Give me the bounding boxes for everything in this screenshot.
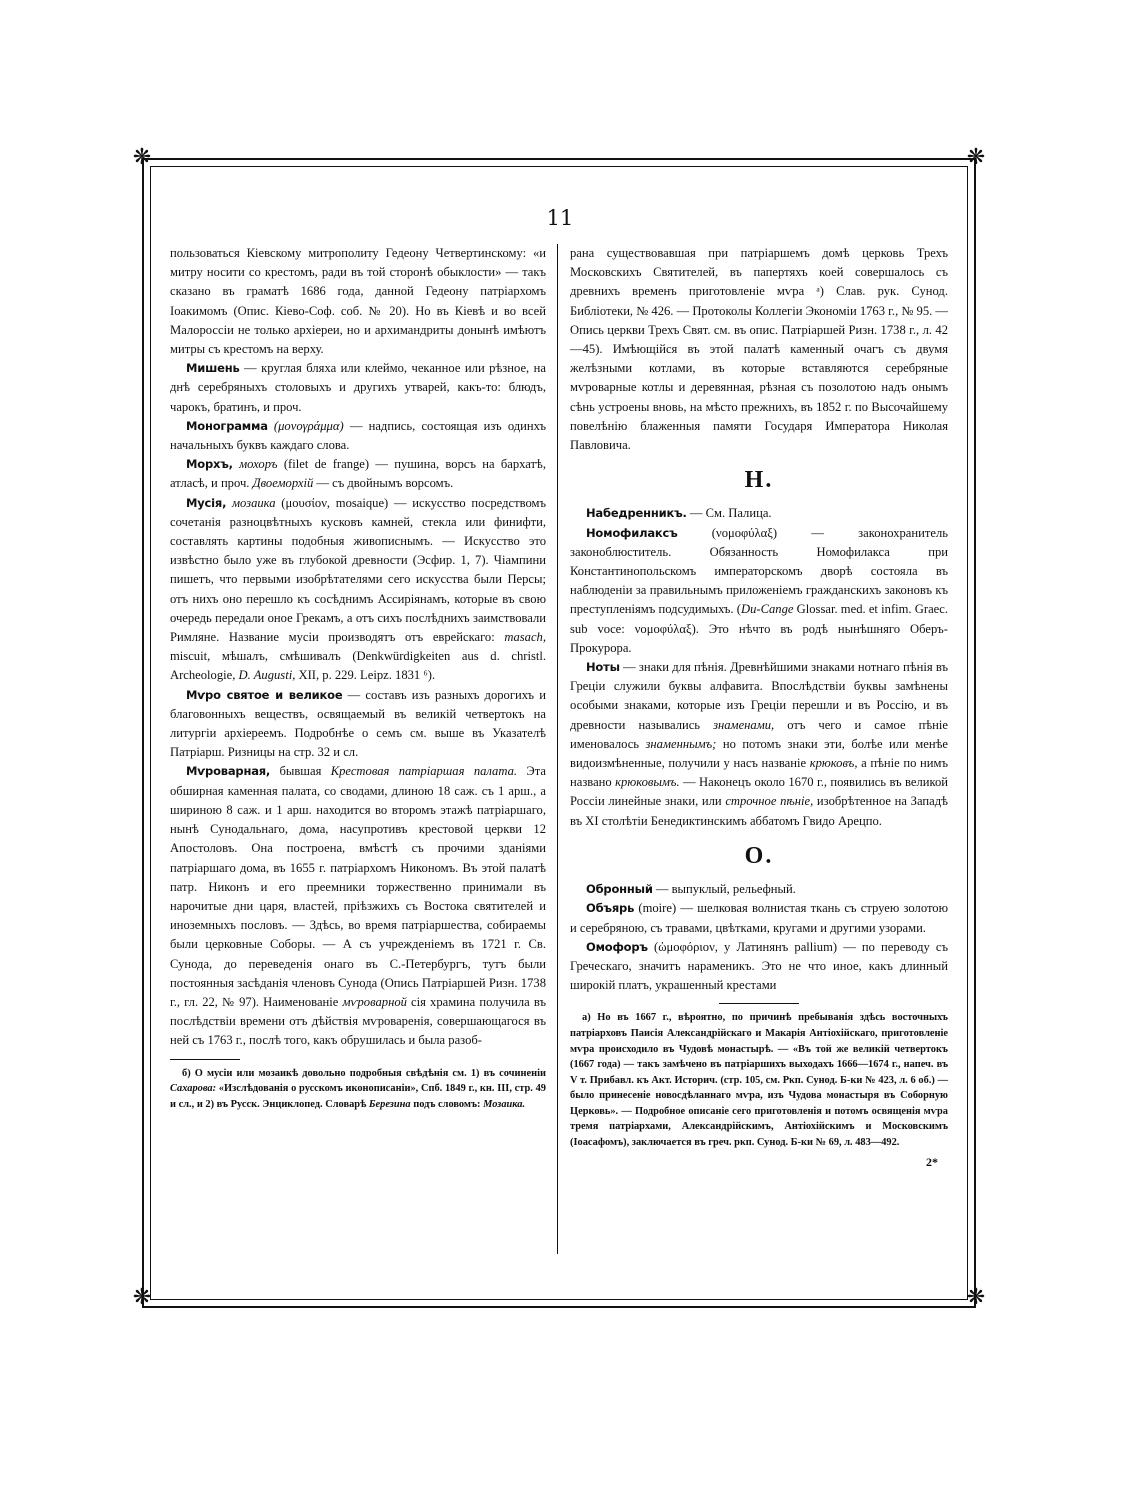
signature-mark: 2* <box>926 1154 938 1169</box>
headword: Номофилаксъ <box>586 525 678 540</box>
entry-obyar: Объярь (moire) — шелковая волнистая ткань съ струею золотою и серебряною, съ травами, цвѣтками, кругами и другими узорами. <box>570 901 948 935</box>
paragraph: рана существовавшая при патріаршемъ домѣ церковь Трехъ Московскихъ Святителей, въ папертяхъ коей совершалось съ древнихъ временъ приготовленіе мѵра ᵃ) Слав. рук. Сунод. Библіотеки, № 426. — Протоколы Коллегіи Экономіи 1763 г., № 95. — Опись церкви Трехъ Свят. см. въ опис. Патріаршей Ризн. 1738 г., л. 42—45). Имѣющійся въ этой палатѣ каменный очагъ съ двумя желѣзными котлами, въ которые вставляются серебряные мѵроварные котлы и деревянная, рѣзная съ позолотою надъ онымъ сѣнь устроены вновь, на мѣсто прежнихъ, въ 1852 г. по Высочайшему повелѣнію блаженныя памяти Государя Императора Николая Павловича. <box>570 246 949 453</box>
headword: Мишень <box>186 361 240 376</box>
entry-monogramma: Монограмма (μονογράμμα) — надпись, состоящая изъ одинхъ начальныхъ буквъ каждаго слова. <box>170 418 546 453</box>
entry-noty: Ноты — знаки для пѣнія. Древнѣйшими знаками нотнаго пѣнія въ Греціи служили буквы алфавита. Впослѣдствіи буквы замѣнены особыми знаками, которые изъ Греціи перешли и въ Россію, и въ древности назывались знаменами, отъ чего и самое пѣніе именовалось знаменнымъ; но потомъ знаки эти, болѣе или менѣе видоизмѣненные, получили у насъ названіе крюковъ, а пѣніе по нимъ названо крюковымъ. — Наконецъ около 1670 г., появились въ великой Россіи линейные знаки, или строчное пѣніе, изобрѣтенное на Западѣ въ XI столѣтіи Бенедиктинскимъ аббатомъ Гвидо Арецпо. <box>570 660 949 828</box>
headword: Объярь <box>586 901 635 916</box>
headword: Мусія, <box>186 495 227 510</box>
headword: Набедренникъ. <box>586 506 687 521</box>
headword: Ноты <box>586 660 620 675</box>
left-column <box>170 244 546 1112</box>
corner-ornament-icon: ❋ <box>966 1285 986 1310</box>
entry-morh: Морхъ, мохоръ (filet de frange) — пушина, ворсъ на бархатѣ, атласѣ, и проч. Двоеморхій — съ двойнымъ ворсомъ. <box>170 457 547 491</box>
headword: Морхъ, <box>186 457 233 472</box>
corner-ornament-icon: ❋ <box>132 145 152 170</box>
entry-nabedrennik: Набедренникъ. — См. Палица. <box>586 506 772 521</box>
entry-nomofilaks: Номофилаксъ (νομοφύλαξ) — законохранитель законоблюститель. Обязанность Номофилакса при Константинопольскомъ императорскомъ дворѣ состояла въ наблюденіи за правильнымъ приложеніемъ гражданскихъ законовъ къ преступленіямъ подсудимыхъ. (Du-Cange Glossar. med. et infim. Graec. sub voce: νομοφύλαξ). Это нѣчто въ родѣ нынѣшняго Оберъ-Прокурора. <box>570 525 948 655</box>
column-divider <box>557 244 558 1254</box>
headword: Омофоръ <box>586 939 648 954</box>
headword: Обронный <box>586 882 653 897</box>
footnote-rule <box>719 1003 799 1004</box>
paragraph: пользоваться Кіевскому митрополиту Гедеону Четвертинскому: «и митру носити со крестомъ, ради въ той сторонѣ обыклости» — такъ сказано въ граматѣ 1686 года, данной Гедеону патріархомъ Іоакимомъ (Опис. Кіево-Соф. соб. № 20). Но въ Кіевѣ и во всей Малороссіи не только архіереи, но и архимандриты донынѣ имѣютъ митры съ крестомъ на верху. <box>170 246 546 357</box>
section-letter: О. <box>744 842 774 869</box>
section-letter: Н. <box>744 467 774 494</box>
footnote: б) О мусіи или мозаикѣ довольно подробныя свѣдѣнія см. 1) въ сочиненіи Сахарова: «Изслѣдованія о русскомъ иконописаніи», Спб. 1849 г., кн. III, стр. 49 и сл., и 2) въ Русск. Энциклопед. Словарѣ Березина подъ словомъ: Мозаика. <box>170 1067 546 1110</box>
footnote-rule <box>170 1059 240 1060</box>
corner-ornament-icon: ❋ <box>132 1285 152 1310</box>
entry-obronnyi: Обронный — выпуклый, рельефный. <box>586 882 796 897</box>
entry-mishen: Мишень — круглая бляха или клеймо, чеканное или рѣзное, на днѣ серебряныхъ столовыхъ и другихъ утварей, какъ-то: блюдъ, чарокъ, братинъ, и проч. <box>170 361 546 414</box>
entry-mirovarnaya: Мѵроварная, бывшая Крестовая патріаршая палата. Эта обширная каменная палата, со сводами, длиною 18 саж. съ 1 арш., а шириною 8 саж. и 1 арш. находится во второмъ этажѣ патріаршаго, нынѣ Сунодальнаго, дома, насупротивъ крестовой церкви 12 Апостоловъ. Она построена, вмѣстѣ съ прочими зданіями патріаршаго дома, въ 1655 г. патріархомъ Никономъ. Въ этой палатѣ патр. Никонъ и его преемники торжественно принимали въ нарочитые дни царя, властей, пріѣзжихъ съ Востока святителей и иноземныхъ пословъ. — Здѣсь, во время патріаршества, собираемы были церковные Соборы. — А съ учрежденіемъ въ 1721 г. Св. Сунода, до переведенія онаго въ С.-Петербургъ, тутъ были постоянныя засѣданія членовъ Сунода (Опись Патріаршей Ризн. 1738 г., гл. 22, № 97). Наименованіе мѵроварной сія храмина получила въ послѣдствіи времени отъ дѣйствія мѵроваренія, совершающагося въ ней съ 1763 г., послѣ того, какъ обрушилась и была разоб- <box>170 764 546 1048</box>
entry-miro: Мѵро святое и великое — составъ изъ разныхъ дорогихъ и благовонныхъ веществъ, освящаемый въ великій четвертокъ на литургіи архіереемъ. Подробнѣе о семъ см. выше въ Указателѣ Патріарш. Ризницы на стр. 32 и сл. <box>170 687 546 760</box>
footnote: а) Но въ 1667 г., вѣроятно, по причинѣ пребыванія здѣсь восточныхъ патріарховъ Паисія Александрійскаго и Макарія Антіохійскаго, приготовленіе мѵра происходило въ Чудовѣ монастырѣ. — «Въ той же великій четвертокъ (1667 года) — такъ замѣчено въ патріаршихъ выходахъ 1666—1674 г., напеч. въ V т. Прибавл. къ Акт. Историч. (стр. 105, см. Рκп. Сунод. Б-ки № 423, л. 6 об.) — было принесеніе новосдѣланнаго мѵра, изъ Чудова монастыря въ Соборную Церковь». — Подробное описаніе сего приготовленія и потомъ освященія мѵра тремя патріархами, Александрійскимъ, Антіохійскимъ и Московскимъ (Іоасафомъ), заключается въ греч. рκп. Сунод. Б-ки № 69, л. 483—492. <box>570 1012 948 1149</box>
entry-omofor: Омофоръ (ὠμοφόριον, у Латинянъ pallium) — по переводу съ Греческаго, значитъ нараменикъ. Это не что иное, какъ длинный широкій платъ, украшенный крестами <box>570 939 948 993</box>
headword: Мѵро святое и великое <box>186 687 343 702</box>
entry-musia: Мусія, мозаика (μουσίον, mosaique) — искусство посредствомъ сочетанія разноцвѣтныхъ кусковъ камней, стекла или финифти, составлять картины подобныя живописнымъ. — Искусство это извѣстно было уже въ глубокой древности (Эсфир. 1, 7). Чіампини пишетъ, что первыми изобрѣтателями сего искусства были Персы; отъ нихъ оно перешло къ сосѣднимъ Ассиріянамъ, которые въ свою очередь передали оное Грекамъ, а отъ сихъ послѣднихъ заимствовали Римляне. Название мусіи производятъ отъ еврейскаго: masach, miscuit, мѣшалъ, смѣшивалъ (Denkwürdigkeiten aus d. christl. Archeologie, D. Augusti, XII, p. 229. Leipz. 1831 ⁶). <box>170 495 546 683</box>
headword: Мѵроварная, <box>186 764 271 779</box>
right-column <box>570 244 948 1172</box>
corner-ornament-icon: ❋ <box>966 145 986 170</box>
headword: Монограмма <box>186 418 268 433</box>
page-number: 11 <box>546 206 574 230</box>
